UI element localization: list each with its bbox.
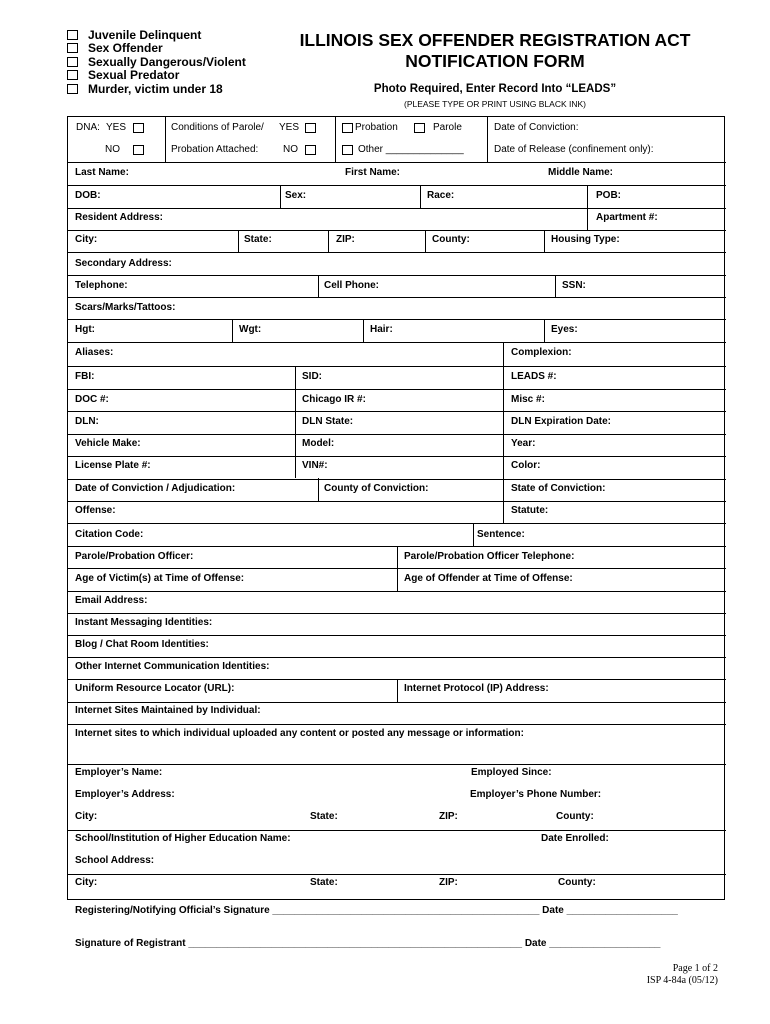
employer-state-field[interactable]: State: <box>310 811 338 822</box>
eyes-field[interactable]: Eyes: <box>551 324 578 335</box>
col-divider <box>425 230 426 252</box>
col-divider <box>335 117 336 162</box>
employer-address-field[interactable]: Employer’s Address: <box>75 789 175 800</box>
date-enrolled-field[interactable]: Date Enrolled: <box>541 833 609 844</box>
apartment-field[interactable]: Apartment #: <box>596 212 658 223</box>
row-divider <box>68 366 726 367</box>
employer-name-field[interactable]: Employer’s Name: <box>75 767 163 778</box>
employer-city-field[interactable]: City: <box>75 811 98 822</box>
po-officer-field[interactable]: Parole/Probation Officer: <box>75 551 194 562</box>
resident-address-field[interactable]: Resident Address: <box>75 212 163 223</box>
po-phone-field[interactable]: Parole/Probation Officer Telephone: <box>404 551 575 562</box>
sex-field[interactable]: Sex: <box>285 190 307 201</box>
row-divider <box>68 635 726 636</box>
col-divider <box>587 185 588 208</box>
form-title-line2: NOTIFICATION FORM <box>405 51 585 71</box>
doc-field[interactable]: DOC #: <box>75 394 109 405</box>
school-state-field[interactable]: State: <box>310 877 338 888</box>
year-field[interactable]: Year: <box>511 438 536 449</box>
row-divider <box>68 162 726 163</box>
parole-label: Parole <box>433 122 462 133</box>
row-divider <box>68 342 726 343</box>
category-label-murder: Murder, victim under 18 <box>88 82 223 96</box>
category-label-sex-offender: Sex Offender <box>88 41 163 55</box>
conditions-label: Conditions of Parole/ <box>171 122 264 133</box>
fbi-field[interactable]: FBI: <box>75 371 95 382</box>
pob-field[interactable]: POB: <box>596 190 621 201</box>
dna-yes-checkbox[interactable] <box>133 123 144 133</box>
col-divider <box>397 679 398 702</box>
category-label-sexual-predator: Sexual Predator <box>88 68 180 82</box>
col-divider <box>328 230 329 252</box>
dna-no-label: NO <box>105 144 120 155</box>
employed-since-field[interactable]: Employed Since: <box>471 767 552 778</box>
statute-field[interactable]: Statute: <box>511 505 549 516</box>
scars-field[interactable]: Scars/Marks/Tattoos: <box>75 302 176 313</box>
parole-no-checkbox[interactable] <box>305 145 316 155</box>
row-divider <box>68 185 726 186</box>
date-conviction-label: Date of Conviction: <box>494 122 579 133</box>
misc-field[interactable]: Misc #: <box>511 394 545 405</box>
row-divider <box>68 434 726 435</box>
row-divider <box>68 501 726 502</box>
employer-phone-field[interactable]: Employer’s Phone Number: <box>470 789 602 800</box>
leads-field[interactable]: LEADS #: <box>511 371 557 382</box>
row-divider <box>68 319 726 320</box>
employer-zip-field[interactable]: ZIP: <box>439 811 458 822</box>
probation-label: Probation <box>355 122 398 133</box>
dna-no-checkbox[interactable] <box>133 145 144 155</box>
col-divider <box>420 185 421 208</box>
citation-code-field[interactable]: Citation Code: <box>75 529 144 540</box>
row-divider <box>68 479 726 480</box>
col-divider <box>544 319 545 342</box>
col-divider <box>555 275 556 297</box>
other-checkbox[interactable] <box>342 145 353 155</box>
sites-uploaded-field[interactable]: Internet sites to which individual uploaded any content or posted any message or information: <box>75 728 524 739</box>
email-field[interactable]: Email Address: <box>75 595 148 606</box>
license-plate-field[interactable]: License Plate #: <box>75 460 151 471</box>
photo-required-note: Photo Required, Enter Record Into “LEADS” <box>373 83 617 95</box>
state-field[interactable]: State: <box>244 234 272 245</box>
dob-field[interactable]: DOB: <box>75 190 101 201</box>
housing-type-field[interactable]: Housing Type: <box>551 234 620 245</box>
col-divider <box>397 546 398 591</box>
wgt-field[interactable]: Wgt: <box>239 324 262 335</box>
ssn-field[interactable]: SSN: <box>562 280 586 291</box>
dln-expiration-field[interactable]: DLN Expiration Date: <box>511 416 612 427</box>
form-title-line1: ILLINOIS SEX OFFENDER REGISTRATION ACT <box>299 30 691 50</box>
school-city-field[interactable]: City: <box>75 877 98 888</box>
category-checkbox-sexual-predator[interactable] <box>67 70 78 80</box>
school-address-field[interactable]: School Address: <box>75 855 155 866</box>
employer-county-field[interactable]: County: <box>556 811 594 822</box>
col-divider <box>318 275 319 297</box>
date-release-label: Date of Release (confinement only): <box>494 144 654 155</box>
model-field[interactable]: Model: <box>302 438 335 449</box>
sentence-field[interactable]: Sentence: <box>477 529 525 540</box>
secondary-address-field[interactable]: Secondary Address: <box>75 258 172 269</box>
sites-maintained-field[interactable]: Internet Sites Maintained by Individual: <box>75 705 261 716</box>
row-divider <box>68 297 726 298</box>
row-divider <box>68 657 726 658</box>
race-field[interactable]: Race: <box>427 190 455 201</box>
category-checkbox-sexually-dangerous[interactable] <box>67 57 78 67</box>
col-divider <box>318 478 319 501</box>
city-field[interactable]: City: <box>75 234 98 245</box>
col-divider <box>587 208 588 230</box>
row-divider <box>68 874 726 875</box>
zip-field[interactable]: ZIP: <box>336 234 355 245</box>
vehicle-make-field[interactable]: Vehicle Make: <box>75 438 141 449</box>
dln-state-field[interactable]: DLN State: <box>302 416 354 427</box>
other-internet-field[interactable]: Other Internet Communication Identities: <box>75 661 270 672</box>
col-divider <box>503 366 504 523</box>
row-divider <box>68 613 726 614</box>
middle-name-field[interactable]: Middle Name: <box>548 167 614 178</box>
row-divider <box>68 389 726 390</box>
col-divider <box>232 319 233 342</box>
col-divider <box>280 185 281 208</box>
offense-field[interactable]: Offense: <box>75 505 116 516</box>
other-label: Other ______________ <box>358 144 464 155</box>
black-ink-note: (PLEASE TYPE OR PRINT USING BLACK INK) <box>403 99 586 109</box>
probation-checkbox[interactable] <box>342 123 353 133</box>
col-divider <box>487 117 488 162</box>
row-divider <box>68 724 726 725</box>
instant-messaging-field[interactable]: Instant Messaging Identities: <box>75 617 213 628</box>
category-label-juvenile: Juvenile Delinquent <box>88 28 202 42</box>
parole-checkbox[interactable] <box>414 123 425 133</box>
blog-chat-field[interactable]: Blog / Chat Room Identities: <box>75 639 209 650</box>
parole-yes-label: YES <box>279 122 300 133</box>
category-label-sexually-dangerous: Sexually Dangerous/Violent <box>88 55 246 69</box>
category-checkbox-juvenile[interactable] <box>67 30 78 40</box>
row-divider <box>68 252 726 253</box>
col-divider <box>165 117 166 162</box>
age-offender-field[interactable]: Age of Offender at Time of Offense: <box>404 573 573 584</box>
telephone-field[interactable]: Telephone: <box>75 280 128 291</box>
row-divider <box>68 591 726 592</box>
row-divider <box>68 830 726 831</box>
row-divider <box>68 456 726 457</box>
dln-field[interactable]: DLN: <box>75 416 99 427</box>
last-name-field[interactable]: Last Name: <box>75 167 129 178</box>
registrant-signature-line[interactable]: Signature of Registrant ____________________________________________________________ Date ____________________ <box>75 938 661 949</box>
col-divider <box>363 319 364 342</box>
cell-phone-field[interactable]: Cell Phone: <box>324 280 380 291</box>
color-field[interactable]: Color: <box>511 460 541 471</box>
complexion-field[interactable]: Complexion: <box>511 347 572 358</box>
county-field[interactable]: County: <box>432 234 470 245</box>
row-divider <box>68 702 726 703</box>
first-name-field[interactable]: First Name: <box>345 167 401 178</box>
chicago-ir-field[interactable]: Chicago IR #: <box>302 394 366 405</box>
sid-field[interactable]: SID: <box>302 371 322 382</box>
ip-address-field[interactable]: Internet Protocol (IP) Address: <box>404 683 549 694</box>
col-divider <box>544 230 545 252</box>
col-divider <box>503 342 504 366</box>
row-divider <box>68 764 726 765</box>
row-divider <box>68 230 726 231</box>
probation-attached-label: Probation Attached: <box>171 144 259 155</box>
aliases-field[interactable]: Aliases: <box>75 347 114 358</box>
category-checkbox-murder[interactable] <box>67 84 78 94</box>
dna-yes-label: YES <box>106 122 127 133</box>
form-id: ISP 4-84a (05/12) <box>646 975 718 986</box>
registration-form <box>67 116 725 900</box>
parole-yes-checkbox[interactable] <box>305 123 316 133</box>
col-divider <box>238 230 239 252</box>
school-zip-field[interactable]: ZIP: <box>439 877 458 888</box>
school-name-field[interactable]: School/Institution of Higher Education Name: <box>75 833 291 844</box>
vin-field[interactable]: VIN#: <box>302 460 328 471</box>
url-field[interactable]: Uniform Resource Locator (URL): <box>75 683 235 694</box>
parole-no-label: NO <box>283 144 298 155</box>
row-divider <box>68 523 726 524</box>
row-divider <box>68 275 726 276</box>
hgt-field[interactable]: Hgt: <box>75 324 95 335</box>
row-divider <box>68 411 726 412</box>
date-conviction-adjudication-field[interactable]: Date of Conviction / Adjudication: <box>75 483 236 494</box>
col-divider <box>473 523 474 546</box>
hair-field[interactable]: Hair: <box>370 324 393 335</box>
row-divider <box>68 208 726 209</box>
page-number: Page 1 of 2 <box>672 963 718 974</box>
official-signature-line[interactable]: Registering/Notifying Official’s Signature ________________________________________________ Date ____________________ <box>75 905 678 916</box>
school-county-field[interactable]: County: <box>558 877 596 888</box>
age-victim-field[interactable]: Age of Victim(s) at Time of Offense: <box>75 573 245 584</box>
county-conviction-field[interactable]: County of Conviction: <box>324 483 429 494</box>
col-divider <box>295 366 296 478</box>
dna-label: DNA: <box>76 122 100 133</box>
state-conviction-field[interactable]: State of Conviction: <box>511 483 606 494</box>
category-checkbox-sex-offender[interactable] <box>67 43 78 53</box>
